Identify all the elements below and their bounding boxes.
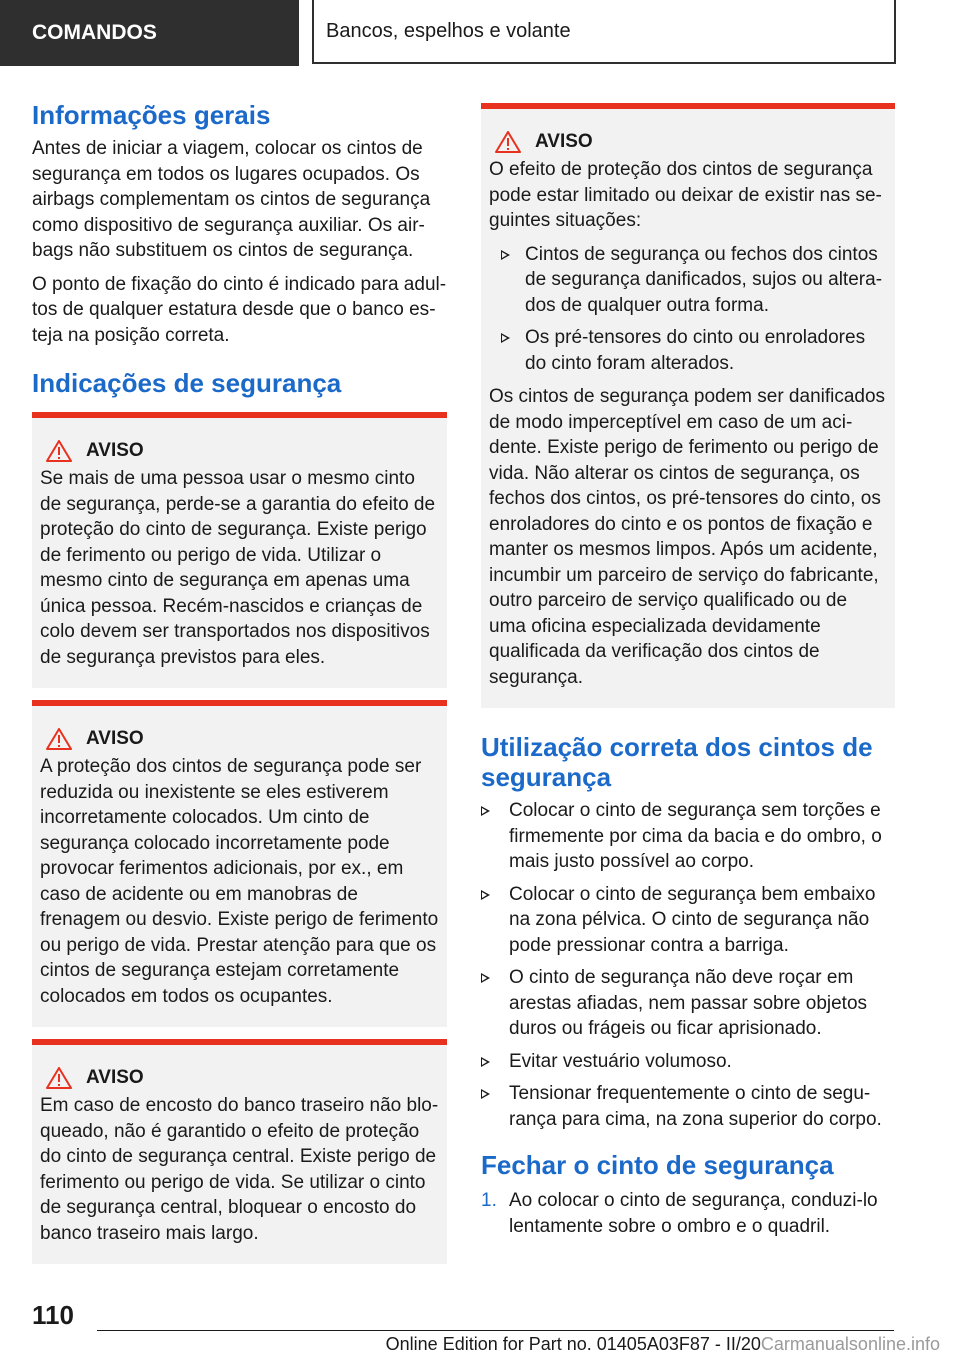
left-column [32,100,447,1276]
warning-header [40,1067,439,1089]
warning-title: AVISO [86,728,144,749]
triangle-bullet-icon [481,1089,490,1099]
triangle-bullet-icon [501,250,510,260]
warning-triangle-icon [495,131,521,153]
chapter-tab: COMANDOS [0,0,299,66]
warning-header [40,440,439,462]
warning-header [489,131,887,153]
warning-text: Os cintos de segurança podem ser danificados de modo imperceptível em caso de um acidente. Existe perigo de ferimento ou perigo de vida. Não alterar os cintos de segurança, os fechos dos cintos, os pré-tensores do cinto, os enroladores do cinto e os pontos de fixação e manter os mesmos limpos. Após um acidente, incumbir um parceiro de serviço do fabricante, outro parceiro de serviço qualificado ou de uma oficina especializada devidamente qualificada da verificação dos cintos de segurança. [489,386,886,688]
heading-correct-use: Utilização correta dos cintos de segurança [481,732,873,792]
triangle-bullet-icon [481,806,490,816]
list-item: Colocar o cinto de segurança bem embaixo na zona pélvica. O cinto de segurança não pode pressionar contra a barriga. [481,882,895,959]
warning-text: A proteção dos cintos de segurança pode ser reduzida ou inexistente se eles estiverem incorretamente colocados. Um cinto de segurança colocado incorretamente pode provocar ferimentos adicionais, por ex., em caso de acidente ou em manobras de frenagem ou desvio. Existe perigo de ferimento ou perigo de vida. Prestar atenção para que os cintos de segurança estejam corretamente colocados em todos os ocupantes. [40,756,439,1007]
triangle-bullet-icon [481,1057,490,1067]
warning-box [32,412,447,688]
warning-header [40,728,439,750]
warning-text: Em caso de encosto do banco traseiro não bloqueado, não é garantido o efeito de proteção do cinto de segurança central. Existe perigo de ferimento ou perigo de vida. Se utilizar o cinto de segurança central, bloquear o encosto do banco traseiro mais largo. [40,1095,439,1244]
right-column [481,103,895,1239]
triangle-bullet-icon [501,333,510,343]
footer-edition: Online Edition for Part no. 01405A03F87 - II/20Carmanualsonline.info [385,1334,940,1354]
warning-triangle-icon [46,440,72,462]
warning-list [489,242,887,377]
footer-watermark: Carmanualsonline.info [760,1334,940,1354]
heading-fasten: Fechar o cinto de segurança [481,1150,834,1180]
paragraph: Antes de iniciar a viagem, colocar os cintos de segurança em todos os lugares ocupados. Os airbags complementam os cintos de segurança como dispositivo de segurança auxiliar. Os airbags não substituem os cintos de segurança. [32,138,431,261]
list-item: Evitar vestuário volumoso. [481,1049,895,1075]
list-item: Os pré-tensores do cinto ou enroladores do cinto foram alterados. [489,325,887,376]
page-number: 110 [32,1300,74,1330]
paragraph: O ponto de fixação do cinto é indicado para adultos de qualquer estatura desde que o banco esteja na posição correta. [32,273,447,346]
step-number: 1. [481,1190,497,1211]
fasten-steps [481,1188,895,1239]
list-item: Colocar o cinto de segurança sem torções e firmemente por cima da bacia e do ombro, o mais justo possível ao corpo. [481,798,895,875]
warning-box [32,700,447,1027]
warning-title: AVISO [86,1067,144,1088]
warning-box [32,1039,447,1264]
footer-divider [97,1330,894,1331]
section-title: Bancos, espelhos e volante [312,0,896,64]
list-item: O cinto de segurança não deve roçar em arestas afiadas, nem passar sobre objetos duros ou frágeis ou ficar aprisionado. [481,965,895,1042]
warning-intro: O efeito de proteção dos cintos de segurança pode estar limitado ou deixar de existir nas seguintes situações: [489,159,882,231]
heading-safety: Indicações de segurança [32,368,342,398]
correct-use-list [481,798,895,1132]
triangle-bullet-icon [481,973,490,983]
heading-general-info: Informações gerais [32,100,271,130]
warning-triangle-icon [46,1067,72,1089]
list-item: Tensionar frequentemente o cinto de segurança para cima, na zona superior do corpo. [481,1081,895,1132]
warning-triangle-icon [46,728,72,750]
list-item: Cintos de segurança ou fechos dos cintos de segurança danificados, sujos ou alterados de qualquer outra forma. [489,242,887,319]
triangle-bullet-icon [481,890,490,900]
warning-box [481,103,895,708]
warning-text: Se mais de uma pessoa usar o mesmo cinto de segurança, perde-se a garantia do efeito de proteção do cinto de segurança. Existe perigo de ferimento ou perigo de vida. Utilizar o mesmo cinto de segurança em apenas uma única pessoa. Recém-nascidos e crianças de colo devem ser transportados nos dispositivos de segurança previstos para eles. [40,468,436,668]
warning-title: AVISO [86,440,144,461]
warning-title: AVISO [535,131,593,152]
list-item: 1. Ao colocar o cinto de segurança, conduzi-lo lentamente sobre o ombro e o quadril. [481,1190,878,1237]
